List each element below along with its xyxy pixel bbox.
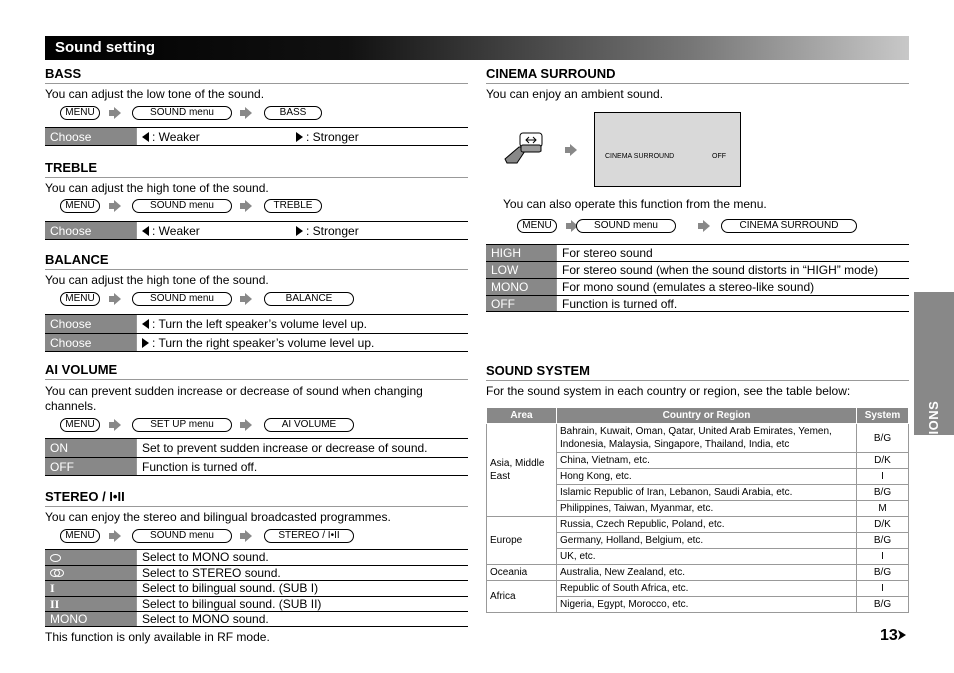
stereo-key <box>45 566 136 581</box>
tv-screen <box>594 112 741 187</box>
arrow-icon <box>240 200 252 212</box>
left-triangle-icon <box>142 132 149 142</box>
stereo-desc: You can enjoy the stereo and bilingual broadcasted programmes. <box>45 510 391 524</box>
cinema-heading: CINEMA SURROUND <box>486 65 909 84</box>
arrow-icon <box>109 293 121 305</box>
country-cell: China, Vietnam, etc. <box>557 453 857 469</box>
menu-pill: MENU <box>60 529 100 543</box>
area-cell: Europe <box>487 517 557 565</box>
system-cell: D/K <box>857 453 909 469</box>
system-cell: B/G <box>857 533 909 549</box>
system-cell: I <box>857 581 909 597</box>
stereo-menu-path <box>60 529 380 545</box>
option-desc: For stereo sound <box>556 245 909 261</box>
cinema-table <box>486 244 909 312</box>
choose-label: Choose <box>45 315 136 333</box>
balance-pill: BALANCE <box>264 292 354 306</box>
system-cell: B/G <box>857 597 909 613</box>
mono-icon <box>50 554 61 562</box>
setup-menu-pill: SET UP menu <box>132 418 232 432</box>
option-desc: Select to MONO sound. <box>136 612 468 626</box>
mono-key <box>45 550 136 565</box>
country-cell: UK, etc. <box>557 549 857 565</box>
country-cell: Philippines, Taiwan, Myanmar, etc. <box>557 501 857 517</box>
option-key: ON <box>45 439 136 457</box>
sound-menu-pill: SOUND menu <box>132 106 232 120</box>
cinema-menu-path <box>517 219 867 235</box>
option-desc: Select to bilingual sound. (SUB I) <box>136 581 468 596</box>
stereo-note: This function is only available in RF mode. <box>45 630 270 644</box>
sound-system-table <box>486 407 909 613</box>
balance-heading: BALANCE <box>45 251 468 270</box>
area-cell: Asia, Middle East <box>487 424 557 517</box>
sub1-key: I <box>45 581 136 596</box>
arrow-icon <box>240 419 252 431</box>
option-desc: Select to MONO sound. <box>136 550 468 565</box>
remote-button-icon <box>503 131 545 167</box>
arrow-icon <box>109 419 121 431</box>
country-cell: Islamic Republic of Iran, Lebanon, Saudi Arabia, etc. <box>557 485 857 501</box>
cinema-also: You can also operate this function from the menu. <box>503 197 767 211</box>
bass-heading: BASS <box>45 65 468 84</box>
table-row <box>487 517 909 533</box>
arrow-icon <box>565 144 577 156</box>
stereo-pill: STEREO / I•II <box>264 529 354 543</box>
menu-pill: MENU <box>60 106 100 120</box>
bass-menu-path <box>60 106 380 122</box>
next-page-icon <box>898 630 906 640</box>
option-desc: Select to bilingual sound. (SUB II) <box>136 597 468 612</box>
option-desc: Set to prevent sudden increase or decrease of sound. <box>136 439 468 457</box>
table-row <box>487 424 909 453</box>
option-desc: Function is turned off. <box>136 458 468 475</box>
menu-pill: MENU <box>60 418 100 432</box>
balance-desc: You can adjust the high tone of the sound. <box>45 273 269 287</box>
country-cell: Australia, New Zealand, etc. <box>557 565 857 581</box>
page-number <box>880 627 906 645</box>
ai-volume-menu-path <box>60 418 380 434</box>
choose-label: Choose <box>45 222 136 239</box>
sound-menu-pill: SOUND menu <box>132 529 232 543</box>
weaker-label: : Weaker <box>152 130 200 144</box>
ai-volume-table <box>45 438 468 476</box>
bass-desc: You can adjust the low tone of the sound. <box>45 87 265 101</box>
arrow-icon <box>240 530 252 542</box>
sound-system-desc: For the sound system in each country or region, see the table below: <box>486 384 851 398</box>
page-title: Sound setting <box>45 36 909 60</box>
arrow-icon <box>240 293 252 305</box>
treble-menu-path <box>60 199 380 215</box>
system-cell: D/K <box>857 517 909 533</box>
sound-menu-pill: SOUND menu <box>132 292 232 306</box>
sound-menu-pill: SOUND menu <box>576 219 676 233</box>
header-area: Area <box>487 408 557 424</box>
balance-right <box>136 334 468 351</box>
right-triangle-icon <box>296 226 303 236</box>
treble-pill: TREBLE <box>264 199 322 213</box>
treble-table <box>45 221 468 240</box>
ai-volume-desc: You can prevent sudden increase or decrease of sound when changing channels. <box>45 384 423 413</box>
option-desc: Select to STEREO sound. <box>136 566 468 581</box>
system-cell: M <box>857 501 909 517</box>
area-cell: Oceania <box>487 565 557 581</box>
bass-table <box>45 127 468 146</box>
balance-left <box>136 315 468 333</box>
stronger-label: : Stronger <box>306 224 359 238</box>
option-key: OFF <box>486 296 556 311</box>
screen-label: CINEMA SURROUND <box>605 153 675 160</box>
cinema-desc: You can enjoy an ambient sound. <box>486 87 664 101</box>
right-triangle-icon <box>142 338 149 348</box>
treble-options <box>136 222 468 239</box>
right-triangle-icon <box>296 132 303 142</box>
menu-pill: MENU <box>60 199 100 213</box>
table-row <box>487 581 909 597</box>
sub2-key: II <box>45 597 136 612</box>
system-cell: B/G <box>857 565 909 581</box>
cinema-pill: CINEMA SURROUND <box>721 219 857 233</box>
choose-label: Choose <box>45 334 136 351</box>
mono-key: MONO <box>45 612 136 626</box>
balance-table <box>45 314 468 352</box>
option-desc: For stereo sound (when the sound distorts in “HIGH” mode) <box>556 262 909 278</box>
system-cell: I <box>857 549 909 565</box>
table-row <box>487 565 909 581</box>
page-number-text: 13 <box>880 627 898 644</box>
bass-options <box>136 128 468 145</box>
menu-pill: MENU <box>60 292 100 306</box>
arrow-icon <box>240 107 252 119</box>
side-tab-label: FUNCTIONS <box>926 400 941 481</box>
country-cell: Bahrain, Kuwait, Oman, Qatar, United Arab Emirates, Yemen, Indonesia, Malaysia, Singapore, Thailand, India, etc <box>557 424 857 453</box>
balance-right-text: : Turn the right speaker’s volume level up. <box>152 336 375 350</box>
left-triangle-icon <box>142 226 149 236</box>
screen-value: OFF <box>712 153 726 160</box>
country-cell: Nigeria, Egypt, Morocco, etc. <box>557 597 857 613</box>
ai-volume-heading: AI VOLUME <box>45 361 468 380</box>
stereo-table <box>45 549 468 627</box>
country-cell: Hong Kong, etc. <box>557 469 857 485</box>
option-key: OFF <box>45 458 136 475</box>
balance-left-text: : Turn the left speaker’s volume level up. <box>152 317 368 331</box>
bass-pill: BASS <box>264 106 322 120</box>
system-cell: B/G <box>857 424 909 453</box>
option-key: MONO <box>486 279 556 295</box>
arrow-icon <box>109 530 121 542</box>
menu-pill: MENU <box>517 219 557 233</box>
ai-volume-pill: AI VOLUME <box>264 418 354 432</box>
arrow-icon <box>698 220 710 232</box>
stereo-heading: STEREO / I•II <box>45 488 468 507</box>
country-cell: Germany, Holland, Belgium, etc. <box>557 533 857 549</box>
functions-side-tab <box>914 292 954 481</box>
weaker-label: : Weaker <box>152 224 200 238</box>
area-cell: Africa <box>487 581 557 613</box>
country-cell: Republic of South Africa, etc. <box>557 581 857 597</box>
stronger-label: : Stronger <box>306 130 359 144</box>
option-desc: Function is turned off. <box>556 296 909 311</box>
sound-menu-pill: SOUND menu <box>132 199 232 213</box>
arrow-icon <box>109 107 121 119</box>
system-cell: B/G <box>857 485 909 501</box>
sound-system-heading: SOUND SYSTEM <box>486 362 909 381</box>
left-triangle-icon <box>142 319 149 329</box>
option-key: HIGH <box>486 245 556 261</box>
option-key: LOW <box>486 262 556 278</box>
arrow-icon <box>109 200 121 212</box>
stereo-icon <box>50 569 64 578</box>
treble-desc: You can adjust the high tone of the sound. <box>45 181 269 195</box>
choose-label: Choose <box>45 128 136 145</box>
treble-heading: TREBLE <box>45 159 468 178</box>
system-cell: I <box>857 469 909 485</box>
header-country: Country or Region <box>557 408 857 424</box>
country-cell: Russia, Czech Republic, Poland, etc. <box>557 517 857 533</box>
option-desc: For mono sound (emulates a stereo-like sound) <box>556 279 909 295</box>
balance-menu-path <box>60 292 380 308</box>
header-system: System <box>857 408 909 424</box>
